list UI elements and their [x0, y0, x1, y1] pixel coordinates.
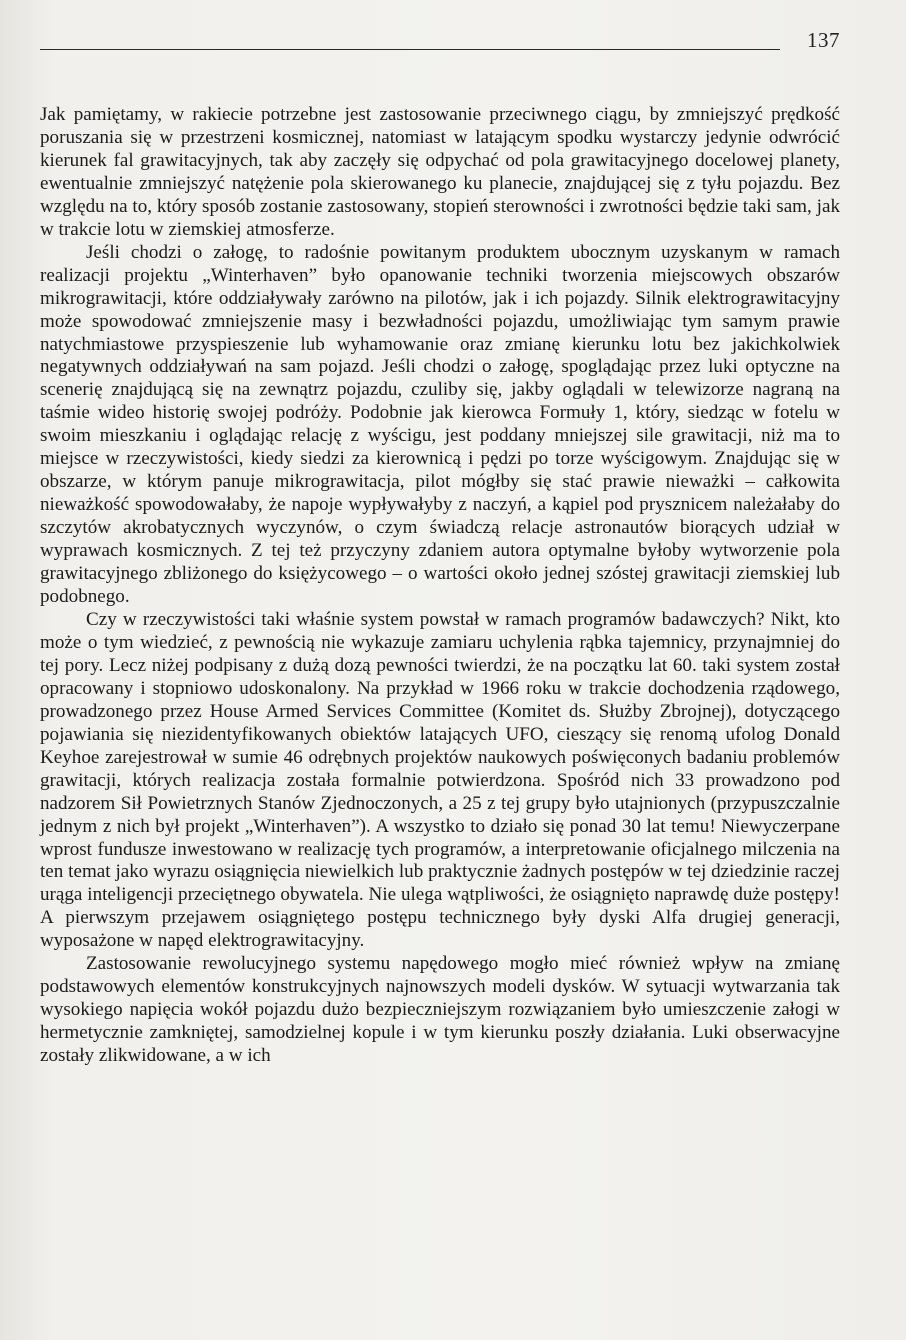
- paragraph-2: Jeśli chodzi o załogę, to radośnie powitanym produktem ubocznym uzyskanym w ramach realizacji projektu „Winterhaven” było opanowanie techniki tworzenia miejscowych obszarów mikrograwitacji, które oddziaływały zarówno na pilotów, jak i ich pojazdy. Silnik elektrograwitacyjny może spowodować zmniejszenie masy i bezwładności pojazdu, umożliwiając tym samym prawie natychmiastowe przyspieszenie lub wyhamowanie oraz zmianę kierunku lotu bez jakichkolwiek negatywnych oddziaływań na sam pojazd. Jeśli chodzi o załogę, spoglądając przez luki optyczne na scenerię znajdującą się na zewnątrz pojazdu, czuliby się, jakby oglądali w telewizorze nagraną na taśmie wideo historię swojej podróży. Podobnie jak kierowca Formuły 1, który, siedząc w fotelu w swoim mieszkaniu i oglądając relację z wyścigu, jest poddany mniejszej sile grawitacji, niż ma to miejsce w rzeczywistości, kiedy siedzi za kierownicą i pędzi po torze wyścigowym. Znajdując się w obszarze, w którym panuje mikrograwitacja, pilot mógłby się stać prawie nieważki – całkowita nieważkość spowodowałaby, że napoje wypływałyby z naczyń, a kąpiel pod prysznicem należałaby do szczytów akrobatycznych wyczynów, o czym świadczą relacje astronautów biorących udział w wyprawach kosmicznych. Z tej też przyczyny zdaniem autora optymalne byłoby wytworzenie pola grawitacyjnego zbliżonego do księżycowego – o wartości około jednej szóstej grawitacji ziemskiej lub podobnego.: [40, 241, 840, 608]
- paragraph-3: Czy w rzeczywistości taki właśnie system powstał w ramach programów badawczych? Nikt, kto może o tym wiedzieć, z pewnością nie wykazuje zamiaru uchylenia rąbka tajemnicy, przynajmniej do tej pory. Lecz niżej podpisany z dużą dozą pewności twierdzi, że na początku lat 60. taki system został opracowany i stopniowo udoskonalony. Na przykład w 1966 roku w trakcie dochodzenia rządowego, prowadzonego przez House Armed Services Committee (Komitet ds. Służby Zbrojnej), dotyczącego pojawiania się niezidentyfikowanych obiektów latających UFO, cieszący się renomą ufolog Donald Keyhoe zarejestrował w sumie 46 odrębnych projektów naukowych poświęconych badaniu problemów grawitacji, których realizacja została formalnie potwierdzona. Spośród nich 33 prowadzono pod nadzorem Sił Powietrznych Stanów Zjednoczonych, a 25 z tej grupy było utajnionych (przypuszczalnie jednym z nich był projekt „Winterhaven”). A wszystko to działo się ponad 30 lat temu! Niewyczerpane wprost fundusze inwestowano w realizację tych programów, a interpretowanie oficjalnego milczenia na ten temat jako wyrazu osiągnięcia niewielkich lub praktycznie żadnych postępów w tej dziedzinie raczej urąga inteligencji przeciętnego obywatela. Nie ulega wątpliwości, że osiągnięto naprawdę duże postępy! A pierwszym przejawem osiągniętego postępu technicznego były dyski Alfa drugiej generacji, wyposażone w napęd elektrograwitacyjny.: [40, 608, 840, 952]
- paragraph-4: Zastosowanie rewolucyjnego systemu napędowego mogło mieć również wpływ na zmianę podstawowych elementów konstrukcyjnych najnowszych modeli dysków. W sytuacji wytwarzania tak wysokiego napięcia wokół pojazdu dużo bezpieczniejszym rozwiązaniem było umieszczenie załogi w hermetycznie zamkniętej, samodzielnej kopule i w tym kierunku poszły działania. Luki obserwacyjne zostały zlikwidowane, a w ich: [40, 953, 840, 1067]
- paragraph-1: Jak pamiętamy, w rakiecie potrzebne jest zastosowanie przeciwnego ciągu, by zmniejszyć prędkość poruszania się w przestrzeni kosmicznej, natomiast w latającym spodku wystarczy jedynie odwrócić kierunek fal grawitacyjnych, tak aby zaczęły się odpychać od pola grawitacyjnego docelowej planety, ewentualnie zmniejszyć natężenie pola skierowanego ku planecie, znajdującej się z tyłu pojazdu. Bez względu na to, który sposób zostanie zastosowany, stopień sterowności i zwrotności będzie taki sam, jak w trakcie lotu w ziemskiej atmosferze.: [40, 104, 840, 240]
- header-rule: [40, 49, 780, 50]
- body-text: [40, 104, 840, 1068]
- page-number: 137: [807, 28, 840, 52]
